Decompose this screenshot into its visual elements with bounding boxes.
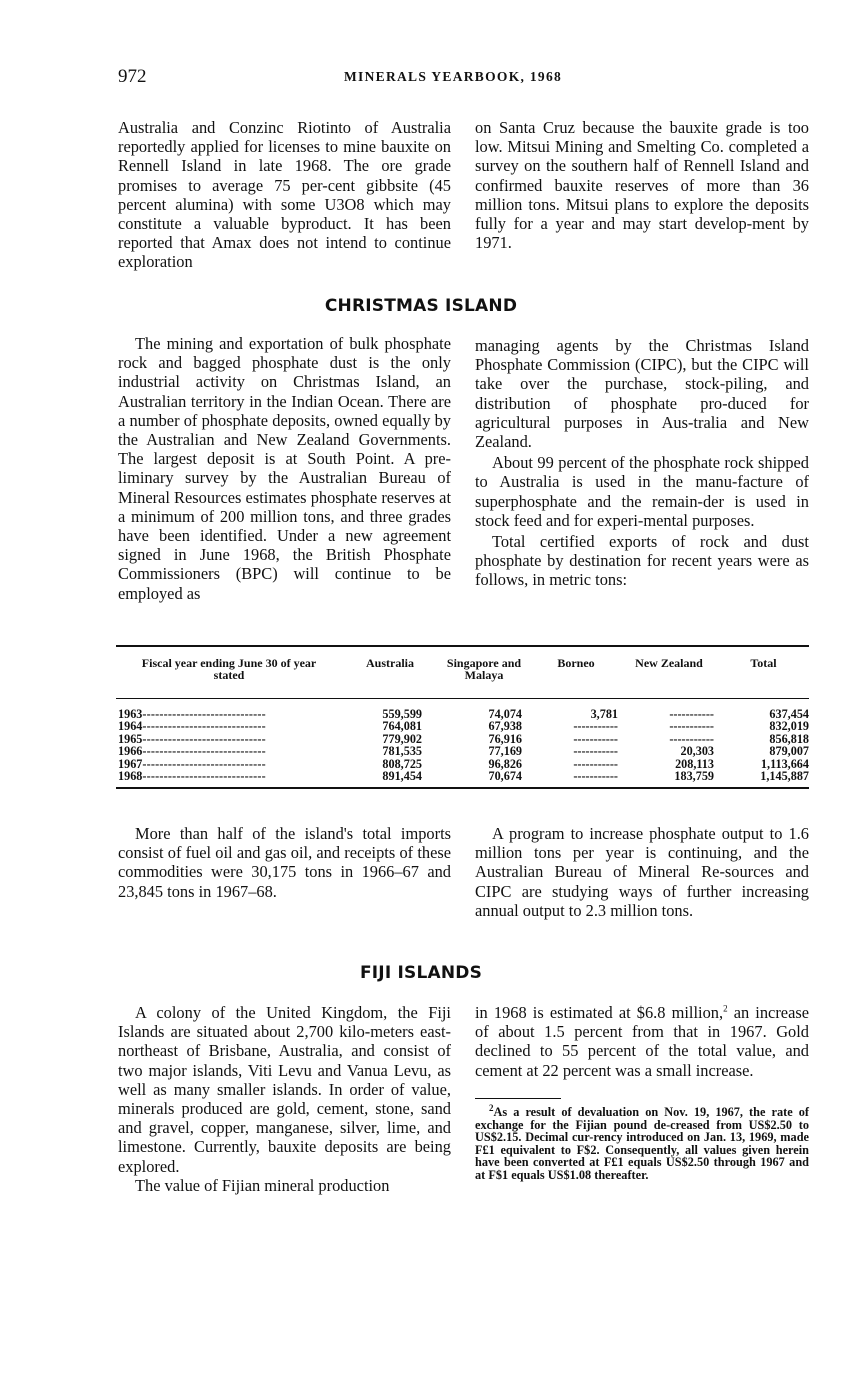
table-bottom-rule bbox=[116, 787, 809, 789]
intro-right-paragraph: on Santa Cruz because the bauxite grade is too low. Mitsui Mining and Smelting Co. completed a survey on the southern half of Rennell Island and confirmed bauxite reserves of more than 36 million tons. Mitsui plans to explore the deposits fully for a year and may start develop-ment by 1971. bbox=[475, 118, 809, 253]
table-cell-nz: 208,113 bbox=[675, 756, 714, 771]
leader-dots: ----------------------------- bbox=[142, 756, 266, 771]
fiji-islands-heading: FIJI ISLANDS bbox=[359, 963, 483, 983]
table-cell-total: 1,145,887 bbox=[760, 769, 809, 784]
table-cell-australia: 891,454 bbox=[382, 769, 422, 784]
table-cell-borneo: ----------- bbox=[573, 719, 618, 734]
christmas-right-paragraph-1: managing agents by the Christmas Island Phosphate Commission (CIPC), but the CIPC will take over the purchase, stock-piling, and distribution of phosphate pro-duced for agricultural purposes in Aus-tralia and New Zealand. bbox=[475, 336, 809, 452]
header-singapore-malaya: Singapore and Malaya bbox=[446, 656, 522, 682]
intro-left-paragraph: Australia and Conzinc Riotinto of Australia reportedly applied for licenses to mine bauxite on Rennell Island in late 1968. The ore grade promises to average 75 per-cent gibbsite (45 percent alumina) with some U3O8 which may constitute a valuable byproduct. It has been reported that Amax does not intend to continue exploration bbox=[118, 118, 451, 272]
footnote-rule bbox=[475, 1098, 561, 1099]
christmas-left-column bbox=[118, 334, 451, 603]
table-cell-year: 1968----------------------------- bbox=[118, 769, 266, 784]
footnote-number: 2 bbox=[489, 1102, 494, 1113]
table-cell-borneo: ----------- bbox=[573, 756, 618, 771]
leader-dots: ----------------------------- bbox=[142, 719, 266, 734]
table-cell-singapore: 70,674 bbox=[488, 769, 522, 784]
leader-dots: ----------------------------- bbox=[142, 769, 266, 784]
page-number: 972 bbox=[118, 66, 147, 87]
fiji-right-column bbox=[475, 1003, 809, 1080]
table-cell-year: 1966----------------------------- bbox=[118, 744, 266, 759]
christmas-island-heading: CHRISTMAS ISLAND bbox=[324, 296, 518, 316]
table-cell-year: 1967----------------------------- bbox=[118, 756, 266, 771]
footnote-text: As a result of devaluation on Nov. 19, 1967, the rate of exchange for the Fijian pound de-creased from US$2.50 to US$2.15. Decimal cur-rency introduced on Jan. 13, 1969, made F£1 equivalent to F$2. Consequently, all values given herein have been converted at F£1 equals US$2.50 through 1967 and at F$1 equals US$1.08 thereafter. bbox=[475, 1105, 809, 1182]
table-cell-nz: ----------- bbox=[669, 707, 714, 721]
fiji-value-text: in 1968 is estimated at $6.8 million, bbox=[475, 1003, 724, 1022]
leader-dots: ----------------------------- bbox=[142, 707, 266, 721]
table-cell-borneo: ----------- bbox=[573, 731, 618, 746]
fiji-right-paragraph bbox=[475, 1003, 809, 1080]
header-australia: Australia bbox=[366, 656, 414, 670]
table-cell-nz: 20,303 bbox=[680, 744, 714, 759]
table-cell-australia: 764,081 bbox=[382, 719, 422, 734]
leader-dots: ----------------------------- bbox=[142, 744, 266, 759]
table-cell-singapore: 76,916 bbox=[488, 731, 522, 746]
header-total: Total bbox=[750, 656, 777, 670]
table-cell-singapore: 77,169 bbox=[488, 744, 522, 759]
header-fiscal-year: Fiscal year ending June 30 of year stated bbox=[141, 656, 317, 682]
fiji-increase-text: an increase of about 1.5 percent from that in 1967. Gold declined to 55 percent of the total value, and cement at 22 percent was a small increase. bbox=[475, 1003, 809, 1080]
christmas-after-right-column bbox=[475, 824, 809, 920]
christmas-right-column bbox=[475, 336, 809, 590]
running-title: MINERALS YEARBOOK, 1968 bbox=[344, 69, 563, 84]
fiji-left-paragraph-1: A colony of the United Kingdom, the Fiji Islands are situated about 2,700 kilo-meters east-northeast of Brisbane, Australia, and consist of two major islands, Viti Levu and Vanua Levu, as well as many smaller islands. In order of value, minerals produced are gold, cement, stone, sand and gravel, copper, manganese, silver, lime, and limestone. Currently, bauxite deposits are being explored. bbox=[118, 1003, 451, 1176]
table-cell-nz: 183,759 bbox=[674, 769, 714, 784]
footnote bbox=[475, 1102, 809, 1182]
table-cell-australia: 781,535 bbox=[382, 744, 422, 759]
exports-table bbox=[116, 645, 809, 789]
table-cell-australia: 559,599 bbox=[382, 707, 422, 721]
table-cell-borneo: ----------- bbox=[573, 769, 618, 784]
table-cell-year: 1964----------------------------- bbox=[118, 719, 266, 734]
christmas-program-paragraph: A program to increase phosphate output to 1.6 million tons per year is continuing, and the Australian Bureau of Mineral Re-sources and CIPC are studying ways of further increasing annual output to 2.3 million tons. bbox=[475, 824, 809, 920]
table-cell-nz: ----------- bbox=[669, 719, 714, 734]
table-header-rule bbox=[116, 698, 809, 699]
fiji-left-paragraph-2: The value of Fijian mineral production bbox=[135, 1175, 390, 1195]
christmas-imports-paragraph: More than half of the island's total imports consist of fuel oil and gas oil, and receipts of these commodities were 30,175 tons in 1966–67 and 23,845 tons in 1967–68. bbox=[118, 824, 451, 901]
christmas-after-left-column bbox=[118, 824, 451, 901]
page-header bbox=[118, 66, 808, 90]
table-cell-singapore: 96,826 bbox=[488, 756, 522, 771]
table-cell-year: 1963----------------------------- bbox=[118, 707, 266, 721]
table-cell-total: 856,818 bbox=[769, 731, 809, 746]
table-cell-total: 1,113,664 bbox=[760, 756, 809, 771]
intro-left-column bbox=[118, 118, 451, 272]
table-cell-total: 832,019 bbox=[769, 719, 809, 734]
table-cell-borneo: ----------- bbox=[573, 744, 618, 759]
christmas-right-paragraph-3: Total certified exports of rock and dust phosphate by destination for recent years were as follows, in metric tons: bbox=[475, 532, 809, 590]
table-cell-australia: 808,725 bbox=[382, 756, 422, 771]
header-new-zealand: New Zealand bbox=[635, 656, 703, 670]
header-borneo: Borneo bbox=[557, 656, 595, 670]
table-cell-singapore: 74,074 bbox=[488, 707, 522, 721]
christmas-left-paragraph: The mining and exportation of bulk phosphate rock and bagged phosphate dust is the only industrial activity on Christmas Island, an Australian territory in the Indian Ocean. There are a number of phosphate deposits, owned equally by the Australian and New Zealand Governments. The largest deposit is at South Point. A pre-liminary survey by the Australian Bureau of Mineral Resources estimates phosphate reserves at a minimum of 200 million tons, and three grades have been identified. Under a new agreement signed in June 1968, the British Phosphate Commissioners (BPC) will continue to be employed as bbox=[118, 334, 451, 603]
table-cell-total: 637,454 bbox=[769, 707, 809, 721]
table-cell-borneo: 3,781 bbox=[590, 707, 618, 721]
table-cell-nz: ----------- bbox=[669, 731, 714, 746]
table-cell-singapore: 67,938 bbox=[488, 719, 522, 734]
table-cell-year: 1965----------------------------- bbox=[118, 731, 266, 746]
intro-right-column bbox=[475, 118, 809, 252]
table-cell-total: 879,007 bbox=[769, 744, 809, 759]
footnote-reference: 2 bbox=[723, 1003, 728, 1014]
leader-dots: ----------------------------- bbox=[142, 731, 266, 746]
table-cell-australia: 779,902 bbox=[382, 731, 422, 746]
christmas-right-paragraph-2: About 99 percent of the phosphate rock shipped to Australia is used in the manu-facture of superphosphate and the remain-der is used in stock feed and for experi-mental purposes. bbox=[475, 453, 809, 530]
fiji-left-column bbox=[118, 1003, 451, 1195]
table-row bbox=[116, 770, 809, 782]
